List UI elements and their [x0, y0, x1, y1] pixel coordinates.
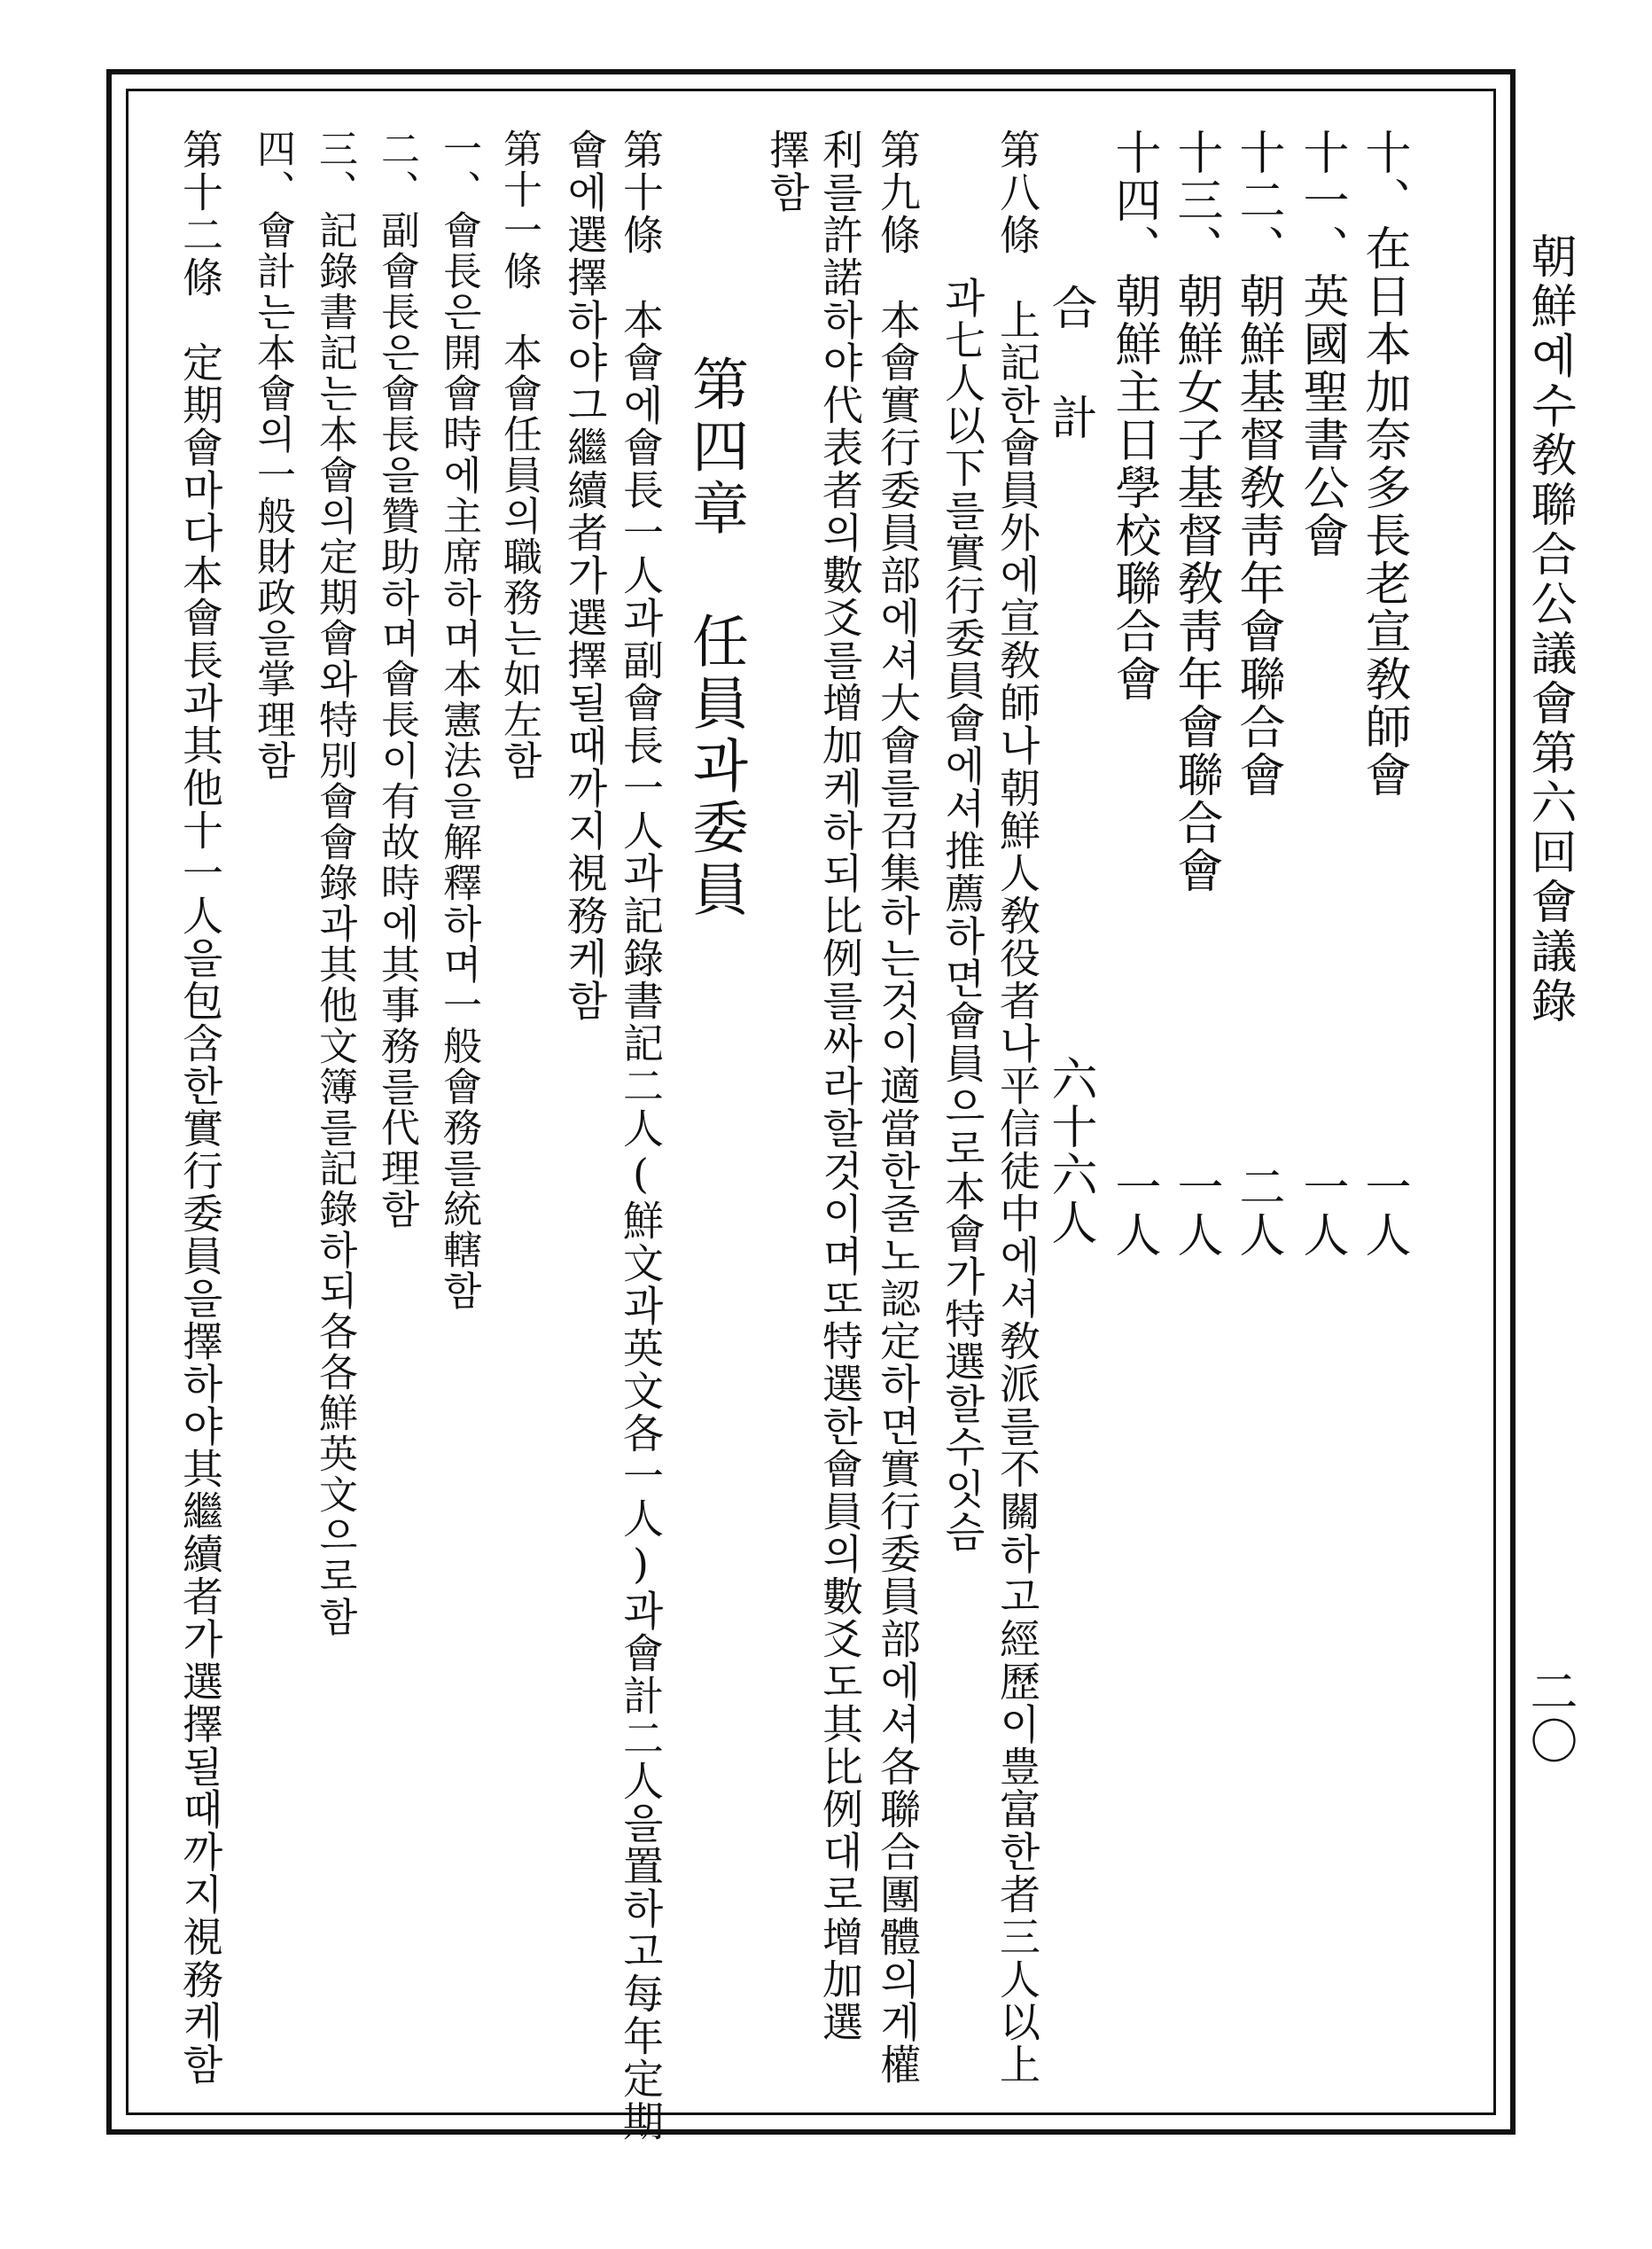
list-item-11-count: 一人 [1295, 1163, 1348, 1259]
article-11-head: 第十一條 本會任員의職務는如左함 [496, 129, 542, 781]
article-11-item-3: 三、記錄書記는本會의定期會와特別會會錄과其他文簿를記錄하되各各鮮英文으로함 [312, 129, 357, 1637]
list-item-12-label: 十二、朝鮮基督敎靑年會聯合會 [1231, 129, 1284, 799]
list-item-11-label: 十一、英國聖書公會 [1295, 129, 1348, 559]
list-item-14-count: 一人 [1107, 1163, 1160, 1259]
list-item-13-label: 十三、朝鮮女子基督敎靑年會聯合會 [1169, 129, 1222, 894]
article-9-line-1: 第九條 本會實行委員部에셔大會를召集하는것이適當한줄노認定하면實行委員部에셔各聯合團體의게權 [874, 129, 922, 2086]
list-item-13-count: 一人 [1169, 1163, 1222, 1259]
page-number: 二〇 [1523, 1667, 1578, 1766]
list-item-14-label: 十四、朝鮮主日學校聯合會 [1107, 129, 1160, 703]
article-9-line-3: 擇함 [763, 129, 811, 214]
list-item-10-count: 一人 [1357, 1163, 1410, 1259]
article-11-item-4: 四、會計는本會의一般財政을掌理함 [250, 129, 295, 781]
article-10-line-1: 第十條 本會에會長一人과副會長一人과記錄書記二人(鮮文과英文各一人)과會計二人을置하고每年定期 [617, 129, 665, 2143]
list-item-10-label: 十、在日本加奈多長老宣敎師會 [1357, 129, 1410, 799]
article-12-line-1: 第十二條 定期會마다本會長과其他十一人을包含한實行委員을擇하야其繼續者가選擇될때까지視務케함 [176, 129, 224, 2086]
chapter-heading-title: 任員과委員 [682, 612, 748, 922]
article-8-line-2: 과七人以下를實行委員會에셔推薦하면會員으로本會가特選할수잇슴 [939, 277, 986, 1553]
article-9-line-2: 利를許諾하야代表者의數爻를增加케하되比例를싸라할것이며또特選한會員의數爻도其比例대로增加選 [816, 129, 864, 2043]
total-label: 合 計 [1043, 284, 1096, 449]
total-count: 六十六人 [1043, 1055, 1096, 1246]
chapter-heading-number: 第四章 [682, 355, 748, 541]
article-8-line-1: 第八條 上記한會員外에宣敎師나朝鮮人敎役者나平信徒中에셔敎派를不關하고經歷이豊富한者三人以上 [994, 129, 1041, 2086]
article-11-item-1: 一、會長은開會時에主席하며本憲法을解釋하며一般會務를統轄함 [436, 129, 481, 1311]
article-11-item-2: 二、副會長은會長을贊助하며會長이有故時에其事務를代理함 [374, 129, 419, 1230]
list-item-12-count: 二人 [1231, 1163, 1284, 1259]
article-10-line-2: 會에選擇하야그繼續者가選擇될때까지視務케함 [561, 129, 609, 1022]
running-title: 朝鮮예수敎聯合公議會第六回會議錄 [1523, 232, 1576, 1027]
